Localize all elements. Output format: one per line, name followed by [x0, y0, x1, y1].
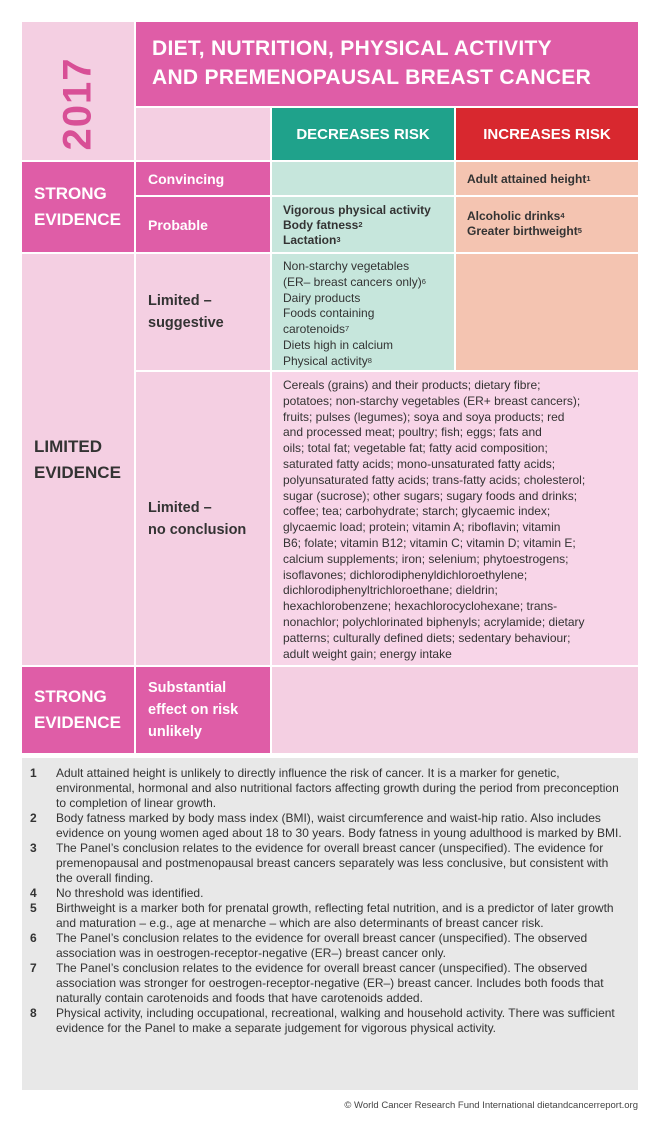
label-line: suggestive [148, 315, 224, 331]
increase-item: Greater birthweight$^5$ [467, 224, 582, 238]
decrease-item: Foods containing [283, 306, 375, 321]
text-line: coffee; tea; carbohydrate; starch; glycaemic index; [283, 504, 551, 519]
strong-evidence-line-2: EVIDENCE [34, 713, 121, 732]
text-line: oils; total fat; vegetable fat; fatty acid composition; [283, 441, 548, 456]
label-line: Limited – [148, 293, 212, 309]
strong-evidence-line-1: STRONG [34, 184, 107, 203]
footnote: 1 Adult attained height is unlikely to directly influence the risk of cancer. It is a marker for genetic, environmental, hormonal and also nutritional factors affecting growth during the period from preconception to completion of linear growth. [30, 766, 619, 810]
footnote: 5 Birthweight is a marker both for prenatal growth, reflecting fetal nutrition, and is a predictor of later growth and maturation – e.g., age at menarche – which are also determinants of breast cancer risk. [30, 901, 614, 930]
decrease-item: Non-starchy vegetables [283, 259, 410, 273]
footnote: 6 The Panel’s conclusion relates to the evidence for overall breast cancer (unspecified). The observed association was in oestrogen-receptor-negative (ER–) breast cancer only. [30, 931, 588, 960]
footnote: 8 Physical activity, including occupational, recreational, walking and household activity. There was sufficient evidence for the Panel to make a separate judgement for vigorous physical activity. [30, 1006, 615, 1035]
year-label: 2017 [55, 57, 100, 151]
convincing-label: Convincing [136, 162, 270, 195]
text-line: isoflavones; dichlorodiphenyldichloroethylene; [283, 567, 528, 582]
text-line: glycaemic load; protein; vitamin A; riboflavin; vitamin [283, 520, 561, 535]
limited-no-conclusion-cell [272, 372, 638, 665]
decrease-item: Physical activity$^8$ [283, 353, 372, 368]
text-line: Cereals (grains) and their products; dietary fibre; [283, 378, 541, 392]
substantial-effect-label [136, 667, 270, 753]
text-line: sugar (sucrose); other sugars; sugary foods and drinks; [283, 488, 578, 503]
footnote-mark: 1 [586, 174, 591, 183]
substantial-effect-cell [272, 667, 638, 753]
strong-evidence-bottom-label [22, 667, 134, 753]
decrease-item: Lactation$^3$ [283, 233, 341, 247]
probable-increases-cell [456, 197, 638, 252]
decrease-item: Diets high in calcium [283, 337, 394, 352]
text-line: calcium supplements; iron; selenium; phytoestrogens; [283, 551, 569, 566]
title-line-1: DIET, NUTRITION, PHYSICAL ACTIVITY [152, 37, 552, 60]
label-line: Limited – [148, 499, 212, 516]
limited-suggestive-increases-cell [456, 254, 638, 370]
limited-evidence-label [22, 254, 134, 665]
copyright-footer: © World Cancer Research Fund International dietandcancerreport.org [344, 1100, 638, 1111]
footnote: 7 The Panel’s conclusion relates to the evidence for overall breast cancer (unspecified). The observed association was stronger for oestrogen-receptor-negative (ER–) breast cancer. Includes both foods that naturally contain carotenoids and foods that have carotenoids added. [30, 961, 604, 1005]
title-line-2: AND PREMENOPAUSAL BREAST CANCER [152, 66, 592, 89]
label-line: unlikely [148, 724, 202, 740]
footnote: 3 The Panel’s conclusion relates to the evidence for overall breast cancer (unspecified). The evidence for premenopausal and postmenopausal breast cancers separately was less conclusive, but consistent with the overall finding. [30, 841, 609, 885]
convincing-increases-cell [456, 162, 638, 195]
text-line: saturated fatty acids; mono-unsaturated fatty acids; [283, 456, 556, 471]
text-line: and processed meat; poultry; fish; eggs; fats and [283, 425, 542, 440]
text-line: nonachlor; polychlorinated biphenyls; acrylamide; dietary [283, 614, 585, 629]
adult-attained-height: Adult attained height [467, 172, 587, 186]
strong-evidence-label [22, 162, 134, 252]
text-line: patterns; culturally defined diets; sedentary behaviour; [283, 630, 571, 645]
probable-label: Probable [136, 197, 270, 252]
text-line: B6; folate; vitamin B12; vitamin C; vitamin D; vitamin E; [283, 535, 576, 550]
label-line: Substantial [148, 680, 227, 696]
text-line: fruits; pulses (legumes); soya and soya products; red [283, 409, 565, 424]
footnotes-panel [22, 758, 638, 1090]
increases-risk-header: INCREASES RISK [456, 108, 638, 160]
limited-evidence-line-1: LIMITED [34, 436, 102, 456]
year-panel [22, 22, 134, 160]
decrease-item: Dairy products [283, 290, 361, 305]
decrease-item: carotenoids$^7$ [283, 322, 350, 337]
limited-evidence-line-2: EVIDENCE [34, 462, 121, 482]
decrease-item: Vigorous physical activity [283, 203, 431, 217]
text-line: potatoes; non-starchy vegetables (ER+ breast cancers); [283, 393, 581, 408]
increase-item: Alcoholic drinks$^4$ [467, 209, 565, 223]
probable-decreases-cell [272, 197, 454, 252]
limited-suggestive-decreases-cell [272, 254, 454, 370]
footnote: 4 No threshold was identified. [30, 886, 204, 900]
decreases-risk-header: DECREASES RISK [272, 108, 454, 160]
text-line: polyunsaturated fatty acids; trans-fatty acids; cholesterol; [283, 472, 586, 487]
decrease-item: (ER– breast cancers only)$^6$ [283, 274, 426, 289]
decrease-item: Body fatness$^2$ [283, 218, 363, 232]
header-spacer [136, 108, 270, 160]
strong-evidence-line-2: EVIDENCE [34, 210, 121, 229]
text-line: hexachlorobenzene; hexachlorocyclohexane; trans- [283, 599, 558, 614]
limited-suggestive-label [136, 254, 270, 370]
text-line: adult weight gain; energy intake [283, 646, 452, 661]
label-line: effect on risk [148, 702, 239, 718]
limited-no-conclusion-label [136, 372, 270, 665]
label-line: no conclusion [148, 521, 247, 538]
page-title [136, 22, 638, 106]
strong-evidence-line-1: STRONG [34, 687, 107, 706]
convincing-decreases-cell [272, 162, 454, 195]
footnote: 2 Body fatness marked by body mass index (BMI), waist circumference and waist-hip ratio. Also includes evidence on young women aged about 18 to 30 years. Body fatness in young adulthood is marked by BMI. [30, 811, 622, 840]
text-line: dichlorodiphenyltrichloroethane; dieldrin; [283, 583, 498, 598]
